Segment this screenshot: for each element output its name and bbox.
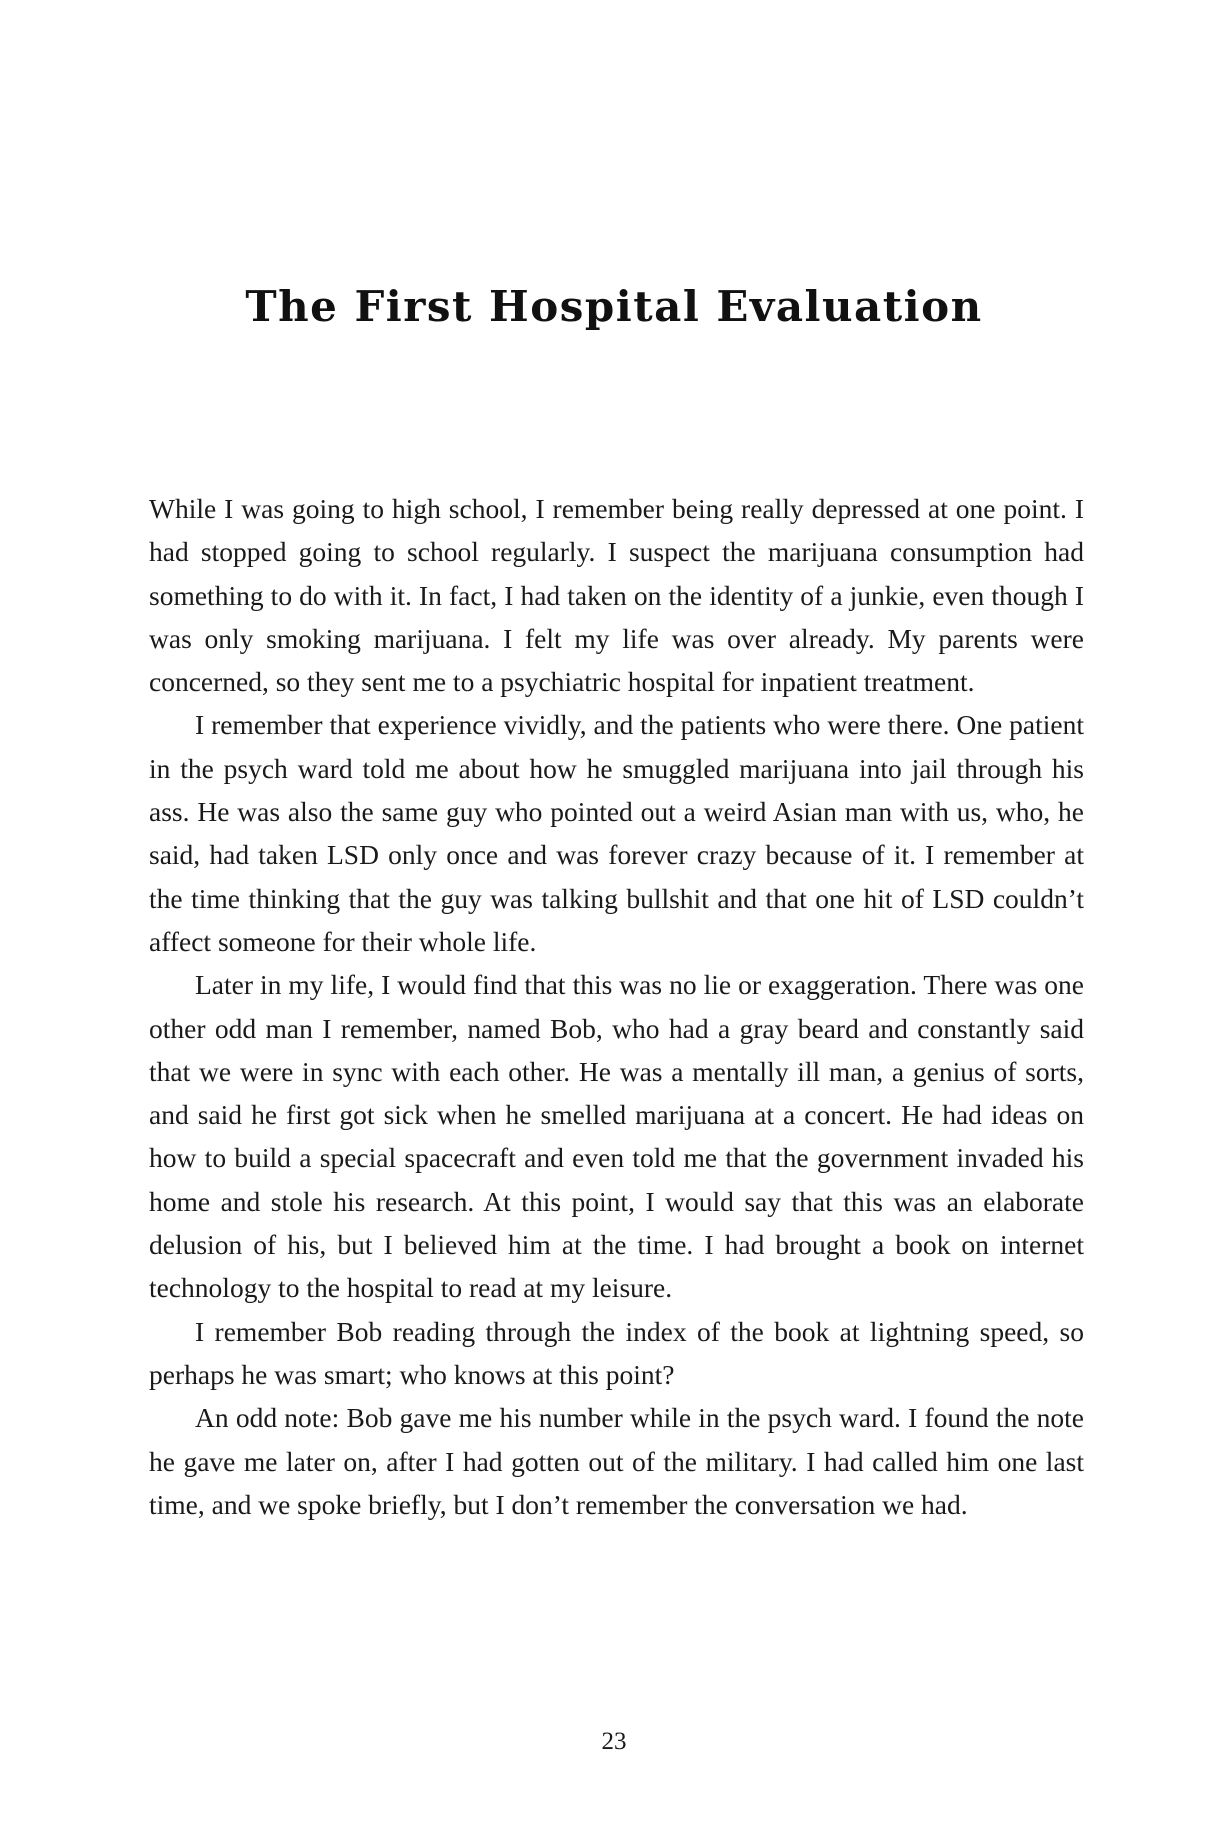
- paragraph: While I was going to high school, I remember being really depressed at one point. I had stopped going to school regularly. I suspect the marijuana consumption had something to do with it. In fact, I had taken on the identity of a junkie, even though I was only smoking marijuana. I felt my life was over already. My parents were concerned, so they sent me to a psychiatric hospital for inpatient treatment.: [149, 493, 1084, 698]
- paragraph: Later in my life, I would find that this was no lie or exaggeration. There was one other odd man I remember, named Bob, who had a gray beard and constantly said that we were in sync with each other. He was a mentally ill man, a genius of sorts, and said he first got sick when he smelled marijuana at a concert. He had ideas on how to build a special spacecraft and even told me that the government invaded his home and stole his research. At this point, I would say that this was an elaborate delusion of his, but I believed him at the time. I had brought a book on internet technology to the hospital to read at my leisure.: [149, 969, 1084, 1304]
- paragraph: An odd note: Bob gave me his number while in the psych ward. I found the note he gave me later on, after I had gotten out of the military. I had called him one last time, and we spoke briefly, but I don’t remember the conversation we had.: [149, 1402, 1084, 1520]
- chapter-body: [149, 487, 1084, 1526]
- paragraph: I remember that experience vividly, and the patients who were there. One patient in the psych ward told me about how he smuggled marijuana into jail through his ass. He was also the same guy who pointed out a weird Asian man with us, who, he said, had taken LSD only once and was forever crazy because of it. I remember at the time thinking that the guy was talking bullshit and that one hit of LSD couldn’t affect someone for their whole life.: [149, 709, 1084, 957]
- chapter-title: The First Hospital Evaluation: [245, 282, 983, 331]
- paragraph: I remember Bob reading through the index of the book at lightning speed, so perhaps he was smart; who knows at this point?: [149, 1315, 1084, 1390]
- page-number: 23: [601, 1728, 627, 1755]
